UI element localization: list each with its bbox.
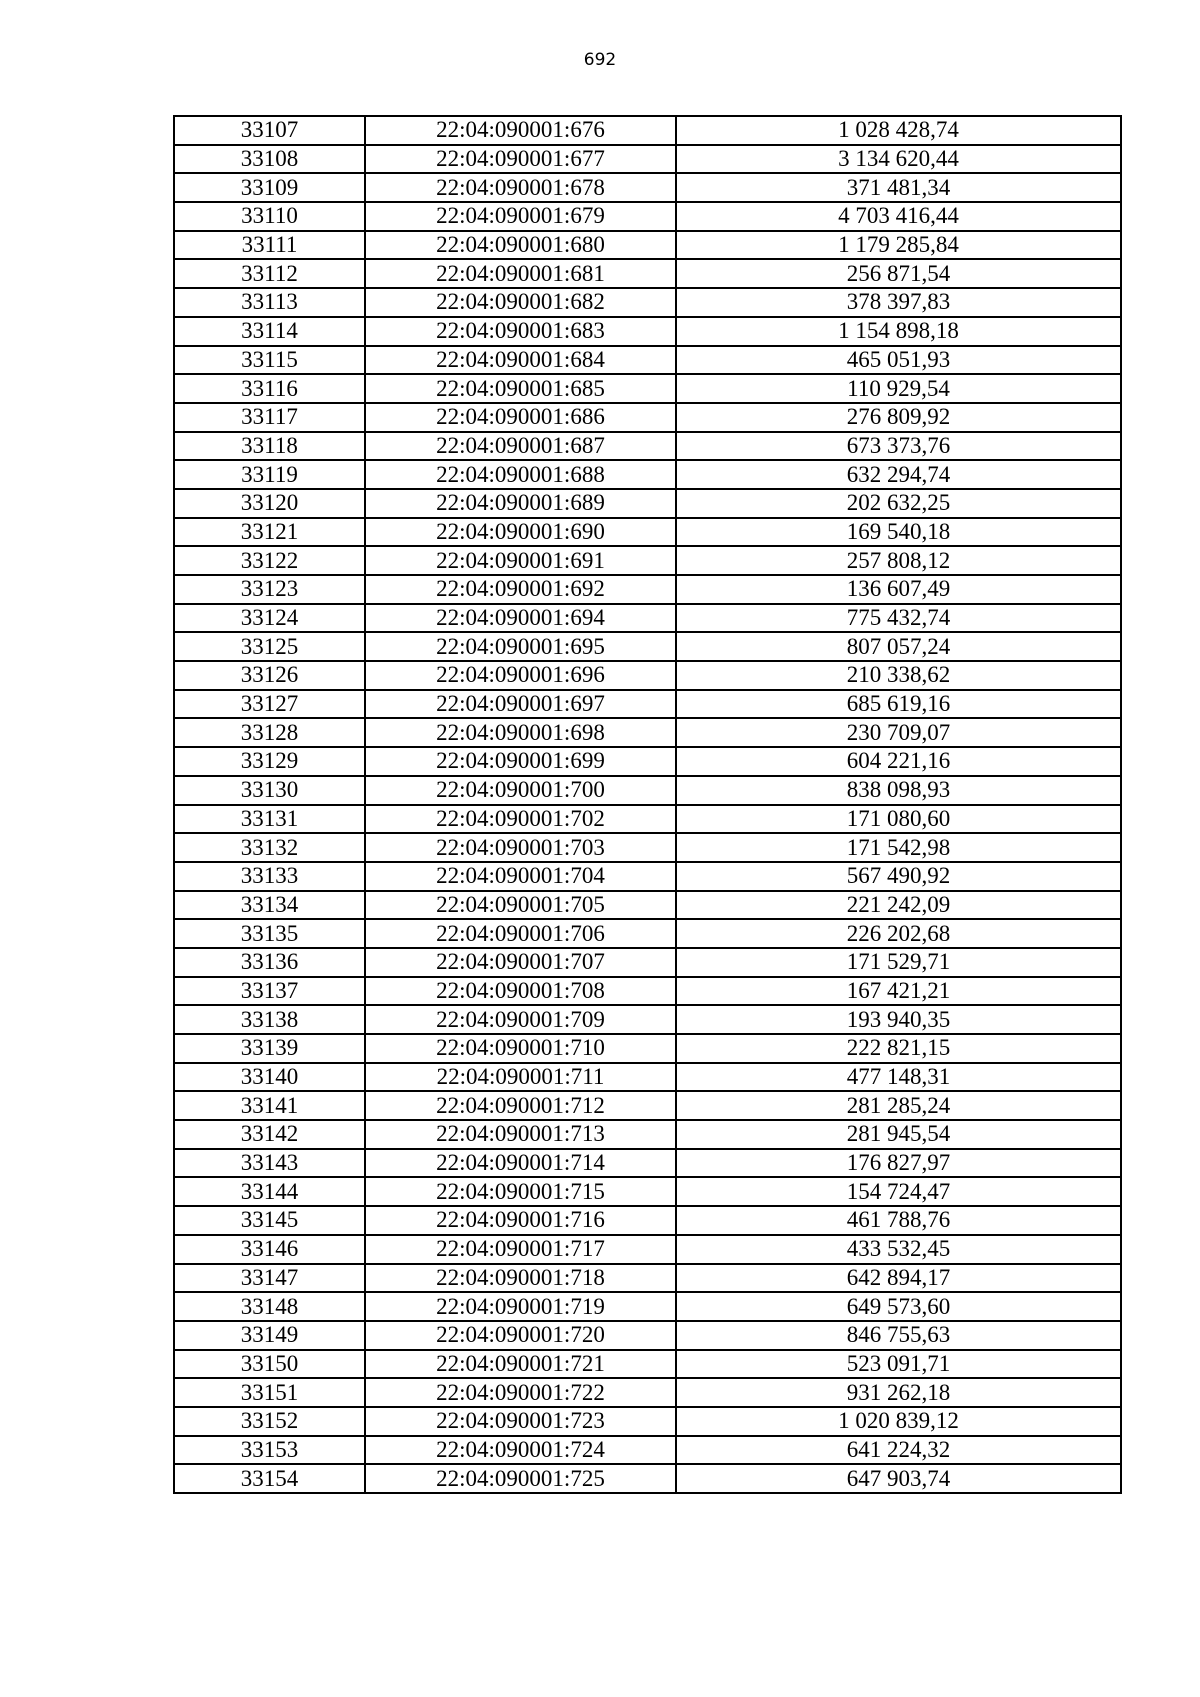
cadastral-number-cell: 22:04:090001:703: [365, 833, 676, 862]
cadastral-value-cell: 649 573,60: [676, 1292, 1121, 1321]
table-row: [174, 346, 1121, 375]
cadastral-number-cell: 22:04:090001:705: [365, 891, 676, 920]
cadastral-value-cell: 193 940,35: [676, 1005, 1121, 1034]
cadastral-value-cell: 647 903,74: [676, 1464, 1121, 1493]
table-row: [174, 632, 1121, 661]
cadastral-value-cell: 171 529,71: [676, 948, 1121, 977]
table-row: [174, 259, 1121, 288]
cadastral-number-cell: 22:04:090001:706: [365, 919, 676, 948]
row-number-cell: 33124: [174, 604, 365, 633]
cadastral-value-cell: 171 542,98: [676, 833, 1121, 862]
cadastral-value-cell: 281 945,54: [676, 1120, 1121, 1149]
table-row: [174, 1235, 1121, 1264]
cadastral-value-cell: 167 421,21: [676, 977, 1121, 1006]
cadastral-value-cell: 210 338,62: [676, 661, 1121, 690]
cadastral-value-cell: 1 179 285,84: [676, 231, 1121, 260]
cadastral-value-cell: 604 221,16: [676, 747, 1121, 776]
cadastral-value-cell: 775 432,74: [676, 604, 1121, 633]
table-row: [174, 776, 1121, 805]
cadastral-number-cell: 22:04:090001:704: [365, 862, 676, 891]
row-number-cell: 33125: [174, 632, 365, 661]
cadastral-number-cell: 22:04:090001:710: [365, 1034, 676, 1063]
cadastral-number-cell: 22:04:090001:690: [365, 518, 676, 547]
table-row: [174, 661, 1121, 690]
table-row: [174, 202, 1121, 231]
cadastral-number-cell: 22:04:090001:709: [365, 1005, 676, 1034]
cadastral-value-cell: 1 028 428,74: [676, 116, 1121, 145]
row-number-cell: 33129: [174, 747, 365, 776]
cadastral-value-cell: 433 532,45: [676, 1235, 1121, 1264]
row-number-cell: 33154: [174, 1464, 365, 1493]
cadastral-number-cell: 22:04:090001:714: [365, 1149, 676, 1178]
table-row: [174, 1091, 1121, 1120]
row-number-cell: 33108: [174, 145, 365, 174]
row-number-cell: 33116: [174, 374, 365, 403]
cadastral-value-cell: 846 755,63: [676, 1321, 1121, 1350]
cadastral-number-cell: 22:04:090001:713: [365, 1120, 676, 1149]
cadastral-number-cell: 22:04:090001:685: [365, 374, 676, 403]
cadastral-value-cell: 276 809,92: [676, 403, 1121, 432]
table-body: [174, 116, 1121, 1493]
table-row: [174, 1206, 1121, 1235]
row-number-cell: 33143: [174, 1149, 365, 1178]
row-number-cell: 33151: [174, 1378, 365, 1407]
cadastral-number-cell: 22:04:090001:683: [365, 317, 676, 346]
table-row: [174, 1464, 1121, 1493]
table-row: [174, 948, 1121, 977]
row-number-cell: 33110: [174, 202, 365, 231]
cadastral-value-table: [173, 115, 1122, 1494]
cadastral-value-cell: 838 098,93: [676, 776, 1121, 805]
cadastral-number-cell: 22:04:090001:688: [365, 460, 676, 489]
row-number-cell: 33122: [174, 546, 365, 575]
table-row: [174, 1436, 1121, 1465]
cadastral-value-cell: 202 632,25: [676, 489, 1121, 518]
cadastral-value-cell: 281 285,24: [676, 1091, 1121, 1120]
row-number-cell: 33144: [174, 1177, 365, 1206]
table-row: [174, 1149, 1121, 1178]
row-number-cell: 33142: [174, 1120, 365, 1149]
table-row: [174, 546, 1121, 575]
cadastral-number-cell: 22:04:090001:712: [365, 1091, 676, 1120]
cadastral-number-cell: 22:04:090001:684: [365, 346, 676, 375]
cadastral-number-cell: 22:04:090001:711: [365, 1063, 676, 1092]
row-number-cell: 33120: [174, 489, 365, 518]
table-row: [174, 1063, 1121, 1092]
row-number-cell: 33128: [174, 718, 365, 747]
cadastral-value-cell: 226 202,68: [676, 919, 1121, 948]
cadastral-number-cell: 22:04:090001:692: [365, 575, 676, 604]
row-number-cell: 33117: [174, 403, 365, 432]
row-number-cell: 33152: [174, 1407, 365, 1436]
cadastral-value-cell: 257 808,12: [676, 546, 1121, 575]
cadastral-number-cell: 22:04:090001:699: [365, 747, 676, 776]
cadastral-number-cell: 22:04:090001:719: [365, 1292, 676, 1321]
table-row: [174, 977, 1121, 1006]
row-number-cell: 33114: [174, 317, 365, 346]
table-row: [174, 1177, 1121, 1206]
cadastral-value-cell: 931 262,18: [676, 1378, 1121, 1407]
cadastral-value-cell: 256 871,54: [676, 259, 1121, 288]
cadastral-value-cell: 4 703 416,44: [676, 202, 1121, 231]
cadastral-number-cell: 22:04:090001:697: [365, 690, 676, 719]
table-row: [174, 518, 1121, 547]
cadastral-number-cell: 22:04:090001:723: [365, 1407, 676, 1436]
cadastral-value-cell: 567 490,92: [676, 862, 1121, 891]
cadastral-value-cell: 154 724,47: [676, 1177, 1121, 1206]
table-row: [174, 288, 1121, 317]
row-number-cell: 33141: [174, 1091, 365, 1120]
row-number-cell: 33140: [174, 1063, 365, 1092]
table-row: [174, 173, 1121, 202]
table-row: [174, 145, 1121, 174]
table-row: [174, 1034, 1121, 1063]
table-row: [174, 862, 1121, 891]
cadastral-value-cell: 642 894,17: [676, 1264, 1121, 1293]
cadastral-value-cell: 673 373,76: [676, 432, 1121, 461]
row-number-cell: 33126: [174, 661, 365, 690]
row-number-cell: 33119: [174, 460, 365, 489]
cadastral-number-cell: 22:04:090001:696: [365, 661, 676, 690]
cadastral-number-cell: 22:04:090001:689: [365, 489, 676, 518]
cadastral-number-cell: 22:04:090001:679: [365, 202, 676, 231]
cadastral-number-cell: 22:04:090001:718: [365, 1264, 676, 1293]
table-row: [174, 805, 1121, 834]
cadastral-number-cell: 22:04:090001:717: [365, 1235, 676, 1264]
table-row: [174, 575, 1121, 604]
cadastral-number-cell: 22:04:090001:716: [365, 1206, 676, 1235]
cadastral-number-cell: 22:04:090001:676: [365, 116, 676, 145]
table-row: [174, 317, 1121, 346]
cadastral-number-cell: 22:04:090001:708: [365, 977, 676, 1006]
cadastral-number-cell: 22:04:090001:677: [365, 145, 676, 174]
row-number-cell: 33127: [174, 690, 365, 719]
cadastral-number-cell: 22:04:090001:687: [365, 432, 676, 461]
cadastral-number-cell: 22:04:090001:725: [365, 1464, 676, 1493]
table-row: [174, 1350, 1121, 1379]
cadastral-value-cell: 632 294,74: [676, 460, 1121, 489]
cadastral-number-cell: 22:04:090001:724: [365, 1436, 676, 1465]
table-row: [174, 116, 1121, 145]
cadastral-number-cell: 22:04:090001:681: [365, 259, 676, 288]
row-number-cell: 33115: [174, 346, 365, 375]
cadastral-number-cell: 22:04:090001:691: [365, 546, 676, 575]
row-number-cell: 33130: [174, 776, 365, 805]
table-row: [174, 374, 1121, 403]
cadastral-number-cell: 22:04:090001:722: [365, 1378, 676, 1407]
cadastral-number-cell: 22:04:090001:682: [365, 288, 676, 317]
cadastral-value-cell: 371 481,34: [676, 173, 1121, 202]
cadastral-number-cell: 22:04:090001:686: [365, 403, 676, 432]
table-row: [174, 231, 1121, 260]
row-number-cell: 33107: [174, 116, 365, 145]
table-row: [174, 690, 1121, 719]
row-number-cell: 33137: [174, 977, 365, 1006]
table-row: [174, 432, 1121, 461]
table-row: [174, 747, 1121, 776]
table-row: [174, 1378, 1121, 1407]
table-row: [174, 1407, 1121, 1436]
row-number-cell: 33138: [174, 1005, 365, 1034]
page-number: 692: [583, 50, 617, 70]
cadastral-value-cell: 171 080,60: [676, 805, 1121, 834]
cadastral-value-cell: 465 051,93: [676, 346, 1121, 375]
table-row: [174, 1005, 1121, 1034]
row-number-cell: 33132: [174, 833, 365, 862]
cadastral-number-cell: 22:04:090001:680: [365, 231, 676, 260]
cadastral-value-cell: 1 020 839,12: [676, 1407, 1121, 1436]
cadastral-number-cell: 22:04:090001:721: [365, 1350, 676, 1379]
cadastral-value-cell: 222 821,15: [676, 1034, 1121, 1063]
row-number-cell: 33147: [174, 1264, 365, 1293]
cadastral-value-cell: 221 242,09: [676, 891, 1121, 920]
table-row: [174, 1264, 1121, 1293]
row-number-cell: 33131: [174, 805, 365, 834]
row-number-cell: 33123: [174, 575, 365, 604]
cadastral-number-cell: 22:04:090001:694: [365, 604, 676, 633]
cadastral-value-cell: 1 154 898,18: [676, 317, 1121, 346]
table-row: [174, 1321, 1121, 1350]
row-number-cell: 33145: [174, 1206, 365, 1235]
table-row: [174, 460, 1121, 489]
row-number-cell: 33135: [174, 919, 365, 948]
cadastral-number-cell: 22:04:090001:700: [365, 776, 676, 805]
cadastral-value-cell: 461 788,76: [676, 1206, 1121, 1235]
cadastral-number-cell: 22:04:090001:707: [365, 948, 676, 977]
table-row: [174, 1292, 1121, 1321]
table-row: [174, 919, 1121, 948]
table-row: [174, 1120, 1121, 1149]
row-number-cell: 33134: [174, 891, 365, 920]
cadastral-number-cell: 22:04:090001:678: [365, 173, 676, 202]
cadastral-value-cell: 169 540,18: [676, 518, 1121, 547]
row-number-cell: 33133: [174, 862, 365, 891]
table-row: [174, 604, 1121, 633]
cadastral-value-cell: 176 827,97: [676, 1149, 1121, 1178]
row-number-cell: 33121: [174, 518, 365, 547]
cadastral-value-cell: 3 134 620,44: [676, 145, 1121, 174]
row-number-cell: 33139: [174, 1034, 365, 1063]
cadastral-number-cell: 22:04:090001:715: [365, 1177, 676, 1206]
row-number-cell: 33153: [174, 1436, 365, 1465]
row-number-cell: 33112: [174, 259, 365, 288]
table-row: [174, 403, 1121, 432]
row-number-cell: 33136: [174, 948, 365, 977]
table-row: [174, 718, 1121, 747]
row-number-cell: 33150: [174, 1350, 365, 1379]
cadastral-value-cell: 685 619,16: [676, 690, 1121, 719]
cadastral-number-cell: 22:04:090001:720: [365, 1321, 676, 1350]
cadastral-value-cell: 378 397,83: [676, 288, 1121, 317]
row-number-cell: 33109: [174, 173, 365, 202]
row-number-cell: 33118: [174, 432, 365, 461]
cadastral-number-cell: 22:04:090001:698: [365, 718, 676, 747]
row-number-cell: 33149: [174, 1321, 365, 1350]
cadastral-value-cell: 807 057,24: [676, 632, 1121, 661]
cadastral-value-cell: 477 148,31: [676, 1063, 1121, 1092]
cadastral-value-cell: 110 929,54: [676, 374, 1121, 403]
row-number-cell: 33111: [174, 231, 365, 260]
table-row: [174, 833, 1121, 862]
table-row: [174, 489, 1121, 518]
cadastral-value-cell: 523 091,71: [676, 1350, 1121, 1379]
cadastral-value-cell: 136 607,49: [676, 575, 1121, 604]
row-number-cell: 33146: [174, 1235, 365, 1264]
cadastral-value-cell: 641 224,32: [676, 1436, 1121, 1465]
cadastral-value-cell: 230 709,07: [676, 718, 1121, 747]
table-row: [174, 891, 1121, 920]
row-number-cell: 33113: [174, 288, 365, 317]
row-number-cell: 33148: [174, 1292, 365, 1321]
cadastral-number-cell: 22:04:090001:695: [365, 632, 676, 661]
cadastral-number-cell: 22:04:090001:702: [365, 805, 676, 834]
